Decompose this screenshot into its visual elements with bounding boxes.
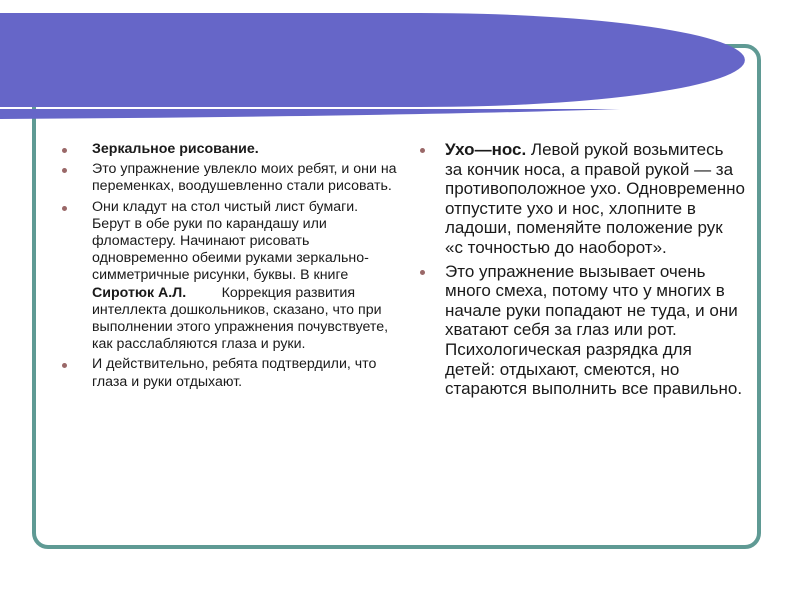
- left-bullet-list: [92, 141, 397, 394]
- bullet-icon: [62, 206, 67, 211]
- item-text: Они кладут на стол чистый лист бумаги. Берут в обе руки по карандашу или фломастеру. Начинают рисовать одновременно обеими руками зеркально-симметричные рисунки, буквы. В книге: [92, 198, 369, 284]
- item-text-continued: Коррекция развития интеллекта дошкольников, сказано, что при выполнении этого упражнения почувствуете, как расслабляются глаза и руки.: [92, 284, 389, 353]
- list-item: [92, 356, 397, 390]
- list-item: [92, 141, 397, 158]
- item-heading: Зеркальное рисование.: [92, 141, 259, 157]
- item-text: Левой рукой возьмитесь за кончик носа, а правой рукой — за противоположное ухо. Одновременно отпустите ухо и нос, хлопните в ладоши, поменяйте положение рук «с точностью до наоборот».: [445, 140, 746, 257]
- item-text: И действительно, ребята подтвердили, что глаза и руки отдыхают.: [92, 356, 377, 390]
- list-item: [92, 199, 397, 354]
- list-item: [445, 262, 745, 399]
- item-heading: Ухо—нос.: [445, 140, 527, 159]
- item-text: Это упражнение увлекло моих ребят, и они на переменках, воодушевленно стали рисовать.: [92, 161, 397, 195]
- author-name: Сиротюк А.Л.: [92, 284, 187, 301]
- bullet-icon: [62, 148, 67, 153]
- right-bullet-list: [445, 140, 745, 403]
- bullet-icon: [420, 270, 425, 275]
- bullet-icon: [420, 148, 425, 153]
- header-underline-strip: [0, 109, 620, 119]
- list-item: [92, 161, 397, 195]
- list-item: [445, 140, 745, 258]
- item-text: Это упражнение вызывает очень много смеха, потому что у многих в начале руки попадают не туда, и они хватают себя за глаз или рот. Психологическая разрядка для детей: отдыхают, смеются, но стараются выполнить все правильно.: [445, 261, 743, 399]
- header-band: [0, 13, 745, 107]
